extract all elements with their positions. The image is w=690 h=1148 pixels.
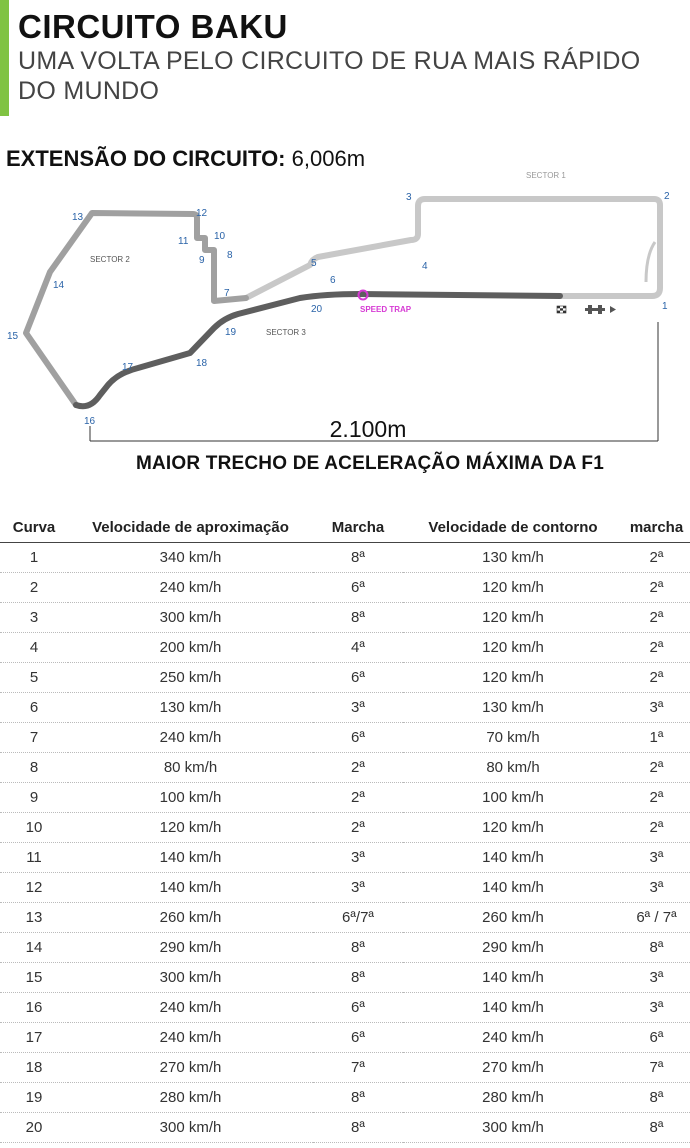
approach-speed-cell: 260 km/h <box>68 903 313 933</box>
turn-cell: 15 <box>0 963 68 993</box>
turn-19-label: 19 <box>225 327 237 338</box>
turn-18-label: 18 <box>196 358 208 369</box>
approach-gear-cell: 8ª <box>313 603 403 633</box>
approach-speed-cell: 140 km/h <box>68 873 313 903</box>
approach-speed-cell: 300 km/h <box>68 963 313 993</box>
approach-speed-cell: 250 km/h <box>68 663 313 693</box>
corner-speed-cell: 120 km/h <box>403 603 623 633</box>
approach-gear-cell: 6ª <box>313 723 403 753</box>
table-row <box>0 1083 690 1113</box>
approach-speed-cell: 290 km/h <box>68 933 313 963</box>
corner-gear-cell: 8ª <box>623 933 690 963</box>
turn-8-label: 8 <box>227 250 233 261</box>
table-row <box>0 1053 690 1083</box>
corner-gear-cell: 2ª <box>623 543 690 573</box>
approach-speed-cell: 300 km/h <box>68 603 313 633</box>
acceleration-note: MAIOR TRECHO DE ACELERAÇÃO MÁXIMA DA F1 <box>135 453 605 474</box>
corner-gear-cell: 2ª <box>623 753 690 783</box>
corner-gear-cell: 2ª <box>623 633 690 663</box>
corner-gear-cell: 6ª <box>623 1023 690 1053</box>
turn-9-label: 9 <box>199 255 205 266</box>
approach-gear-cell: 8ª <box>313 543 403 573</box>
approach-gear-cell: 3ª <box>313 843 403 873</box>
turn-cell: 2 <box>0 573 68 603</box>
track-sector-2 <box>26 213 246 405</box>
turn-4-label: 4 <box>422 261 428 272</box>
approach-speed-cell: 200 km/h <box>68 633 313 663</box>
approach-gear-cell: 2ª <box>313 783 403 813</box>
corner-speed-cell: 260 km/h <box>403 903 623 933</box>
approach-speed-cell: 120 km/h <box>68 813 313 843</box>
approach-speed-cell: 240 km/h <box>68 1023 313 1053</box>
table-row <box>0 963 690 993</box>
corner-gear-cell: 8ª <box>623 1083 690 1113</box>
turn-cell: 17 <box>0 1023 68 1053</box>
approach-gear-cell: 2ª <box>313 753 403 783</box>
page-title: CIRCUITO BAKU <box>18 8 288 45</box>
table-row <box>0 693 690 723</box>
approach-gear-cell: 2ª <box>313 813 403 843</box>
corner-gear-cell: 3ª <box>623 993 690 1023</box>
col-header-corner-gear: marcha <box>623 513 690 543</box>
approach-speed-cell: 130 km/h <box>68 693 313 723</box>
table-row <box>0 663 690 693</box>
table-row <box>0 633 690 663</box>
corner-speed-cell: 120 km/h <box>403 813 623 843</box>
turn-14-label: 14 <box>53 280 65 291</box>
turn-16-label: 16 <box>84 416 96 427</box>
turn-12-label: 12 <box>196 208 208 219</box>
approach-gear-cell: 6ª/7ª <box>313 903 403 933</box>
table-row <box>0 843 690 873</box>
approach-gear-cell: 8ª <box>313 963 403 993</box>
corner-speed-cell: 280 km/h <box>403 1083 623 1113</box>
approach-gear-cell: 3ª <box>313 693 403 723</box>
corner-speed-cell: 140 km/h <box>403 963 623 993</box>
turn-6-label: 6 <box>330 275 336 286</box>
corner-gear-cell: 3ª <box>623 873 690 903</box>
circuit-map-svg <box>0 165 690 465</box>
turn-13-label: 13 <box>72 212 84 223</box>
turn-cell: 18 <box>0 1053 68 1083</box>
table-row <box>0 723 690 753</box>
corner-gear-cell: 8ª <box>623 1113 690 1143</box>
approach-speed-cell: 240 km/h <box>68 573 313 603</box>
turn-cell: 11 <box>0 843 68 873</box>
turn-cell: 9 <box>0 783 68 813</box>
corner-speed-cell: 120 km/h <box>403 633 623 663</box>
turn-15-label: 15 <box>7 331 19 342</box>
approach-speed-cell: 100 km/h <box>68 783 313 813</box>
table-row <box>0 783 690 813</box>
turn-3-label: 3 <box>406 192 412 203</box>
turn-17-label: 17 <box>122 362 134 373</box>
corner-speed-cell: 70 km/h <box>403 723 623 753</box>
corner-speed-cell: 140 km/h <box>403 873 623 903</box>
approach-speed-cell: 280 km/h <box>68 1083 313 1113</box>
turn-cell: 7 <box>0 723 68 753</box>
approach-speed-cell: 80 km/h <box>68 753 313 783</box>
corner-gear-cell: 3ª <box>623 963 690 993</box>
corner-gear-cell: 2ª <box>623 783 690 813</box>
corner-speed-cell: 140 km/h <box>403 993 623 1023</box>
corner-gear-cell: 2ª <box>623 573 690 603</box>
turn-cell: 3 <box>0 603 68 633</box>
corner-gear-cell: 2ª <box>623 813 690 843</box>
speed-table <box>0 513 690 1143</box>
approach-gear-cell: 8ª <box>313 1113 403 1143</box>
sector-1-label: SECTOR 1 <box>526 171 566 180</box>
col-header-approach-gear: Marcha <box>313 513 403 543</box>
turn-cell: 8 <box>0 753 68 783</box>
turn-2-label: 2 <box>664 191 670 202</box>
table-body <box>0 543 690 1143</box>
corner-speed-cell: 270 km/h <box>403 1053 623 1083</box>
turn-cell: 1 <box>0 543 68 573</box>
circuit-map <box>0 165 690 465</box>
table-row <box>0 933 690 963</box>
table-row <box>0 873 690 903</box>
corner-speed-cell: 300 km/h <box>403 1113 623 1143</box>
track-pit-lane <box>646 242 655 282</box>
turn-cell: 5 <box>0 663 68 693</box>
distance-label: 2.100m <box>329 416 407 442</box>
turn-5-label: 5 <box>311 258 317 269</box>
turn-cell: 14 <box>0 933 68 963</box>
table-row <box>0 993 690 1023</box>
corner-gear-cell: 1ª <box>623 723 690 753</box>
turn-cell: 19 <box>0 1083 68 1113</box>
approach-speed-cell: 270 km/h <box>68 1053 313 1083</box>
corner-speed-cell: 140 km/h <box>403 843 623 873</box>
turn-cell: 4 <box>0 633 68 663</box>
turn-11-label: 11 <box>178 236 189 247</box>
approach-gear-cell: 4ª <box>313 633 403 663</box>
circuit-extension-label: EXTENSÃO DO CIRCUITO: <box>6 146 286 171</box>
corner-speed-cell: 240 km/h <box>403 1023 623 1053</box>
speed-trap-label: SPEED TRAP <box>360 305 412 314</box>
table-row <box>0 573 690 603</box>
table-row <box>0 903 690 933</box>
turn-cell: 6 <box>0 693 68 723</box>
page-subtitle: UMA VOLTA PELO CIRCUITO DE RUA MAIS RÁPIDO DO MUNDO <box>18 47 641 105</box>
corner-speed-cell: 130 km/h <box>403 543 623 573</box>
approach-gear-cell: 6ª <box>313 1023 403 1053</box>
approach-gear-cell: 8ª <box>313 1083 403 1113</box>
turn-cell: 10 <box>0 813 68 843</box>
corner-gear-cell: 2ª <box>623 663 690 693</box>
corner-speed-cell: 100 km/h <box>403 783 623 813</box>
corner-speed-cell: 120 km/h <box>403 573 623 603</box>
approach-speed-cell: 240 km/h <box>68 723 313 753</box>
table-row <box>0 543 690 573</box>
table-row <box>0 1023 690 1053</box>
turn-cell: 20 <box>0 1113 68 1143</box>
turn-cell: 13 <box>0 903 68 933</box>
approach-gear-cell: 6ª <box>313 573 403 603</box>
corner-speed-cell: 130 km/h <box>403 693 623 723</box>
approach-gear-cell: 8ª <box>313 933 403 963</box>
approach-gear-cell: 6ª <box>313 993 403 1023</box>
table-row <box>0 1113 690 1143</box>
approach-speed-cell: 140 km/h <box>68 843 313 873</box>
corner-gear-cell: 2ª <box>623 603 690 633</box>
sector-3-label: SECTOR 3 <box>266 328 306 337</box>
table-row <box>0 753 690 783</box>
checkered-flag-icon <box>557 306 566 313</box>
approach-gear-cell: 6ª <box>313 663 403 693</box>
track-sector-1 <box>246 199 660 298</box>
approach-gear-cell: 7ª <box>313 1053 403 1083</box>
turn-20-label: 20 <box>311 304 323 315</box>
approach-speed-cell: 340 km/h <box>68 543 313 573</box>
approach-gear-cell: 3ª <box>313 873 403 903</box>
corner-speed-cell: 290 km/h <box>403 933 623 963</box>
accent-bar <box>0 0 9 116</box>
corner-gear-cell: 3ª <box>623 843 690 873</box>
turn-7-label: 7 <box>224 288 230 299</box>
col-header-turn: Curva <box>0 513 68 543</box>
table-row <box>0 813 690 843</box>
turn-cell: 16 <box>0 993 68 1023</box>
circuit-extension-value: 6,006m <box>291 146 366 171</box>
corner-gear-cell: 3ª <box>623 693 690 723</box>
corner-speed-cell: 80 km/h <box>403 753 623 783</box>
turn-1-label: 1 <box>662 301 668 312</box>
col-header-approach-speed: Velocidade de aproximação <box>68 513 313 543</box>
turn-cell: 12 <box>0 873 68 903</box>
approach-speed-cell: 300 km/h <box>68 1113 313 1143</box>
corner-speed-cell: 120 km/h <box>403 663 623 693</box>
corner-gear-cell: 7ª <box>623 1053 690 1083</box>
table-row <box>0 603 690 633</box>
header <box>0 0 690 118</box>
f1-car-icon <box>585 305 616 314</box>
table-header-row <box>0 513 690 543</box>
turn-10-label: 10 <box>214 231 226 242</box>
col-header-corner-speed: Velocidade de contorno <box>403 513 623 543</box>
sector-2-label: SECTOR 2 <box>90 255 130 264</box>
approach-speed-cell: 240 km/h <box>68 993 313 1023</box>
corner-gear-cell: 6ª / 7ª <box>623 903 690 933</box>
